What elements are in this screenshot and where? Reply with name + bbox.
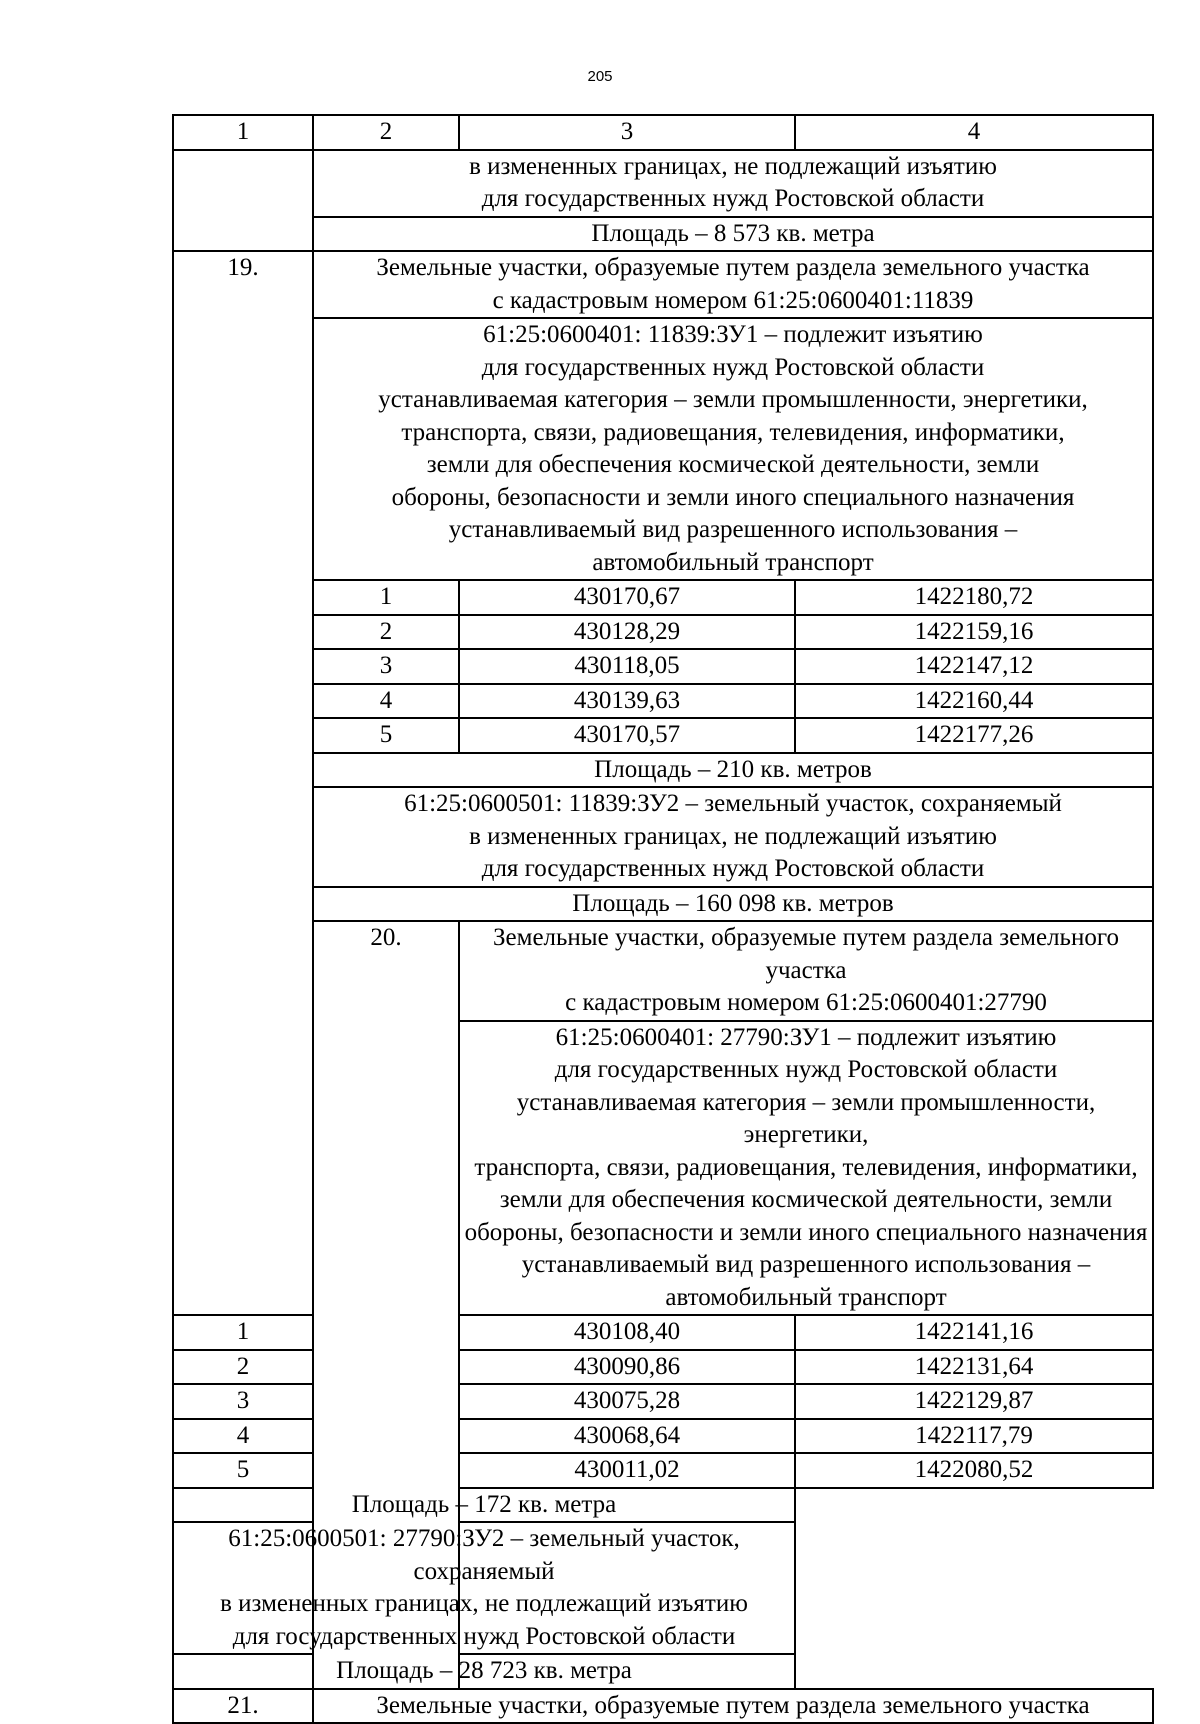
zu2-area-row bbox=[173, 887, 1153, 922]
point-number: 5 bbox=[173, 1453, 313, 1488]
point-number: 1 bbox=[313, 580, 459, 615]
row-number-cell: 19. bbox=[173, 251, 313, 1315]
column-number-cell: 4 bbox=[795, 115, 1153, 150]
coordinate-y: 1422117,79 bbox=[795, 1419, 1153, 1454]
coordinate-y: 1422129,87 bbox=[795, 1384, 1153, 1419]
coordinate-x: 430090,86 bbox=[459, 1350, 795, 1385]
column-number-cell: 3 bbox=[459, 115, 795, 150]
coordinate-x: 430128,29 bbox=[459, 615, 795, 650]
coordinate-x: 430170,67 bbox=[459, 580, 795, 615]
zu1-area-row bbox=[173, 753, 1153, 788]
zu2-area-row bbox=[173, 1654, 1153, 1689]
coordinate-y: 1422160,44 bbox=[795, 684, 1153, 719]
zu1-area: Площадь – 210 кв. метров bbox=[313, 753, 1153, 788]
point-number: 4 bbox=[313, 684, 459, 719]
plot-description: в измененных границах, не подлежащий изъятию для государственных нужд Ростовской области bbox=[313, 150, 1153, 217]
coordinate-y: 1422131,64 bbox=[795, 1350, 1153, 1385]
continuation-area-row bbox=[173, 217, 1153, 252]
column-number-cell: 1 bbox=[173, 115, 313, 150]
point-number: 2 bbox=[313, 615, 459, 650]
zu1-description-row bbox=[173, 318, 1153, 580]
coordinate-y: 1422177,26 bbox=[795, 718, 1153, 753]
coordinate-y: 1422141,16 bbox=[795, 1315, 1153, 1350]
point-number: 2 bbox=[173, 1350, 313, 1385]
point-number: 1 bbox=[173, 1315, 313, 1350]
zu2-description: 61:25:0600501: 11839:ЗУ2 – земельный участок, сохраняемый в измененных границах, не подлежащий изъятию для государственных нужд Ростовской области bbox=[313, 787, 1153, 887]
column-number-cell: 2 bbox=[313, 115, 459, 150]
item-title-row bbox=[173, 1689, 1153, 1724]
zu1-area: Площадь – 172 кв. метра bbox=[173, 1488, 795, 1523]
coordinate-x: 430108,40 bbox=[459, 1315, 795, 1350]
zu2-area: Площадь – 160 098 кв. метров bbox=[313, 887, 1153, 922]
zu2-description: 61:25:0600501: 27790:ЗУ2 – земельный участок, сохраняемый в измененных границах, не подлежащий изъятию для государственных нужд Ростовской области bbox=[173, 1522, 795, 1654]
coordinate-y: 1422147,12 bbox=[795, 649, 1153, 684]
coordinate-x: 430075,28 bbox=[459, 1384, 795, 1419]
continuation-text-row bbox=[173, 150, 1153, 217]
coordinate-row bbox=[173, 649, 1153, 684]
item-title-row bbox=[173, 251, 1153, 318]
coordinate-row bbox=[173, 684, 1153, 719]
page-number: 205 bbox=[587, 68, 613, 85]
point-number: 3 bbox=[173, 1384, 313, 1419]
coordinate-y: 1422159,16 bbox=[795, 615, 1153, 650]
row-number-cell: 20. bbox=[313, 921, 459, 1689]
zu2-area: Площадь – 28 723 кв. метра bbox=[173, 1654, 795, 1689]
coordinate-x: 430011,02 bbox=[459, 1453, 795, 1488]
row-number-cell: 21. bbox=[173, 1689, 313, 1724]
item-title: Земельные участки, образуемые путем раздела земельного участка с кадастровым номером 61:25:0600401:11839 bbox=[313, 251, 1153, 318]
coordinate-row bbox=[173, 580, 1153, 615]
item-title-row bbox=[173, 921, 1153, 1021]
coordinate-x: 430170,57 bbox=[459, 718, 795, 753]
zu1-description: 61:25:0600401: 11839:ЗУ1 – подлежит изъятию для государственных нужд Ростовской области устанавливаемая категория – земли промышленности, энергетики, транспорта, связи, радиовещания, телевидения, информатики, земли для обеспечения космической деятельности, земли обороны, безопасности и земли иного специального назначения устанавливаемый вид разрешенного использования – автомобильный транспорт bbox=[313, 318, 1153, 580]
zu1-area-row bbox=[173, 1488, 1153, 1523]
coordinate-y: 1422180,72 bbox=[795, 580, 1153, 615]
zu2-description-row bbox=[173, 1522, 1153, 1654]
coordinate-row bbox=[173, 718, 1153, 753]
coordinate-x: 430118,05 bbox=[459, 649, 795, 684]
point-number: 4 bbox=[173, 1419, 313, 1454]
plot-area: Площадь – 8 573 кв. метра bbox=[313, 217, 1153, 252]
point-number: 5 bbox=[313, 718, 459, 753]
coordinate-x: 430068,64 bbox=[459, 1419, 795, 1454]
item-title: Земельные участки, образуемые путем раздела земельного участка с кадастровым номером 61:25:0600401:27790 bbox=[459, 921, 1153, 1021]
coordinate-y: 1422080,52 bbox=[795, 1453, 1153, 1488]
column-number-row bbox=[173, 115, 1153, 150]
point-number: 3 bbox=[313, 649, 459, 684]
item-title: Земельные участки, образуемые путем раздела земельного участка bbox=[313, 1689, 1153, 1724]
land-plots-table bbox=[172, 114, 1154, 1724]
row-number-cell bbox=[173, 150, 313, 252]
zu1-description: 61:25:0600401: 27790:ЗУ1 – подлежит изъятию для государственных нужд Ростовской области устанавливаемая категория – земли промышленности, энергетики, транспорта, связи, радиовещания, телевидения, информатики, земли для обеспечения космической деятельности, земли обороны, безопасности и земли иного специального назначения устанавливаемый вид разрешенного использования – автомобильный транспорт bbox=[459, 1021, 1153, 1316]
coordinate-x: 430139,63 bbox=[459, 684, 795, 719]
zu2-description-row bbox=[173, 787, 1153, 887]
coordinate-row bbox=[173, 615, 1153, 650]
